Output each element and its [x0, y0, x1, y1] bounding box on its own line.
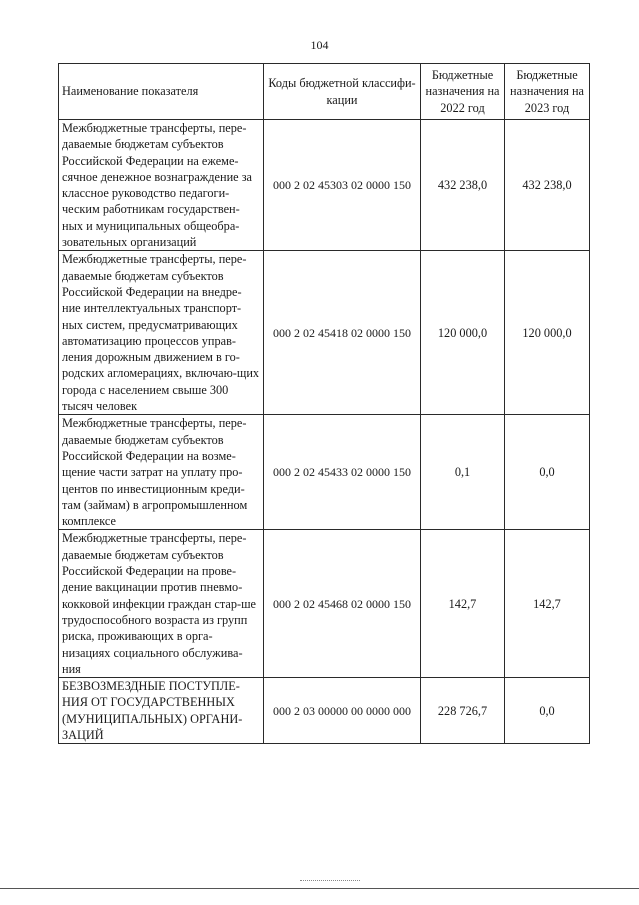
table-row: [59, 251, 590, 415]
row-budget-2023: 0,0: [505, 415, 590, 530]
table-row: [59, 530, 590, 678]
row-classification-code: 000 2 03 00000 00 0000 000: [264, 678, 421, 744]
row-classification-code: 000 2 02 45433 02 0000 150: [264, 415, 421, 530]
row-budget-2022: 142,7: [421, 530, 505, 678]
row-indicator-name: Межбюджетные трансферты, пере-даваемые бюджетам субъектов Российской Федерации на внедре-ние интеллектуальных транспорт-ных систем, предусматривающих автоматизацию процессов управ-ления дорожным движением в го-родских агломерациях, включаю-щих города с населением свыше 300 тысяч человек: [59, 251, 264, 415]
table-row: [59, 678, 590, 744]
header-indicator-name: Наименование показателя: [59, 64, 264, 120]
row-budget-2022: 432 238,0: [421, 120, 505, 251]
header-budget-2022: Бюджетные назначения на 2022 год: [421, 64, 505, 120]
row-classification-code: 000 2 02 45303 02 0000 150: [264, 120, 421, 251]
row-indicator-name: Межбюджетные трансферты, пере-даваемые бюджетам субъектов Российской Федерации на ежеме-сячное денежное вознаграждение за классное руководство педагоги-ческим работникам государствен-ных и муниципальных общеобра-зовательных организаций: [59, 120, 264, 251]
row-indicator-name: Межбюджетные трансферты, пере-даваемые бюджетам субъектов Российской Федерации на прове-дение вакцинации против пневмо-кокковой инфекции граждан стар-ше трудоспособного возраста из групп риска, проживающих в орга-низациях социального обслужива-ния: [59, 530, 264, 678]
row-classification-code: 000 2 02 45418 02 0000 150: [264, 251, 421, 415]
table-row: [59, 415, 590, 530]
row-indicator-name: БЕЗВОЗМЕЗДНЫЕ ПОСТУПЛЕ-НИЯ ОТ ГОСУДАРСТВЕННЫХ (МУНИЦИПАЛЬНЫХ) ОРГАНИ-ЗАЦИЙ: [59, 678, 264, 744]
budget-table: [58, 63, 590, 744]
scan-artifact: [300, 880, 360, 884]
row-budget-2023: 120 000,0: [505, 251, 590, 415]
header-budget-2023: Бюджетные назначения на 2023 год: [505, 64, 590, 120]
table-header-row: [59, 64, 590, 120]
header-classification-code: Коды бюджетной классифи-кации: [264, 64, 421, 120]
page-number: 104: [310, 38, 329, 52]
row-indicator-name: Межбюджетные трансферты, пере-даваемые бюджетам субъектов Российской Федерации на возме-щение части затрат на уплату про-центов по инвестиционным креди-там (займам) в агропромышленном комплексе: [59, 415, 264, 530]
row-budget-2022: 228 726,7: [421, 678, 505, 744]
row-budget-2022: 0,1: [421, 415, 505, 530]
row-budget-2022: 120 000,0: [421, 251, 505, 415]
row-budget-2023: 0,0: [505, 678, 590, 744]
row-classification-code: 000 2 02 45468 02 0000 150: [264, 530, 421, 678]
row-budget-2023: 142,7: [505, 530, 590, 678]
page-bottom-rule: [0, 888, 639, 889]
table-row: [59, 120, 590, 251]
row-budget-2023: 432 238,0: [505, 120, 590, 251]
